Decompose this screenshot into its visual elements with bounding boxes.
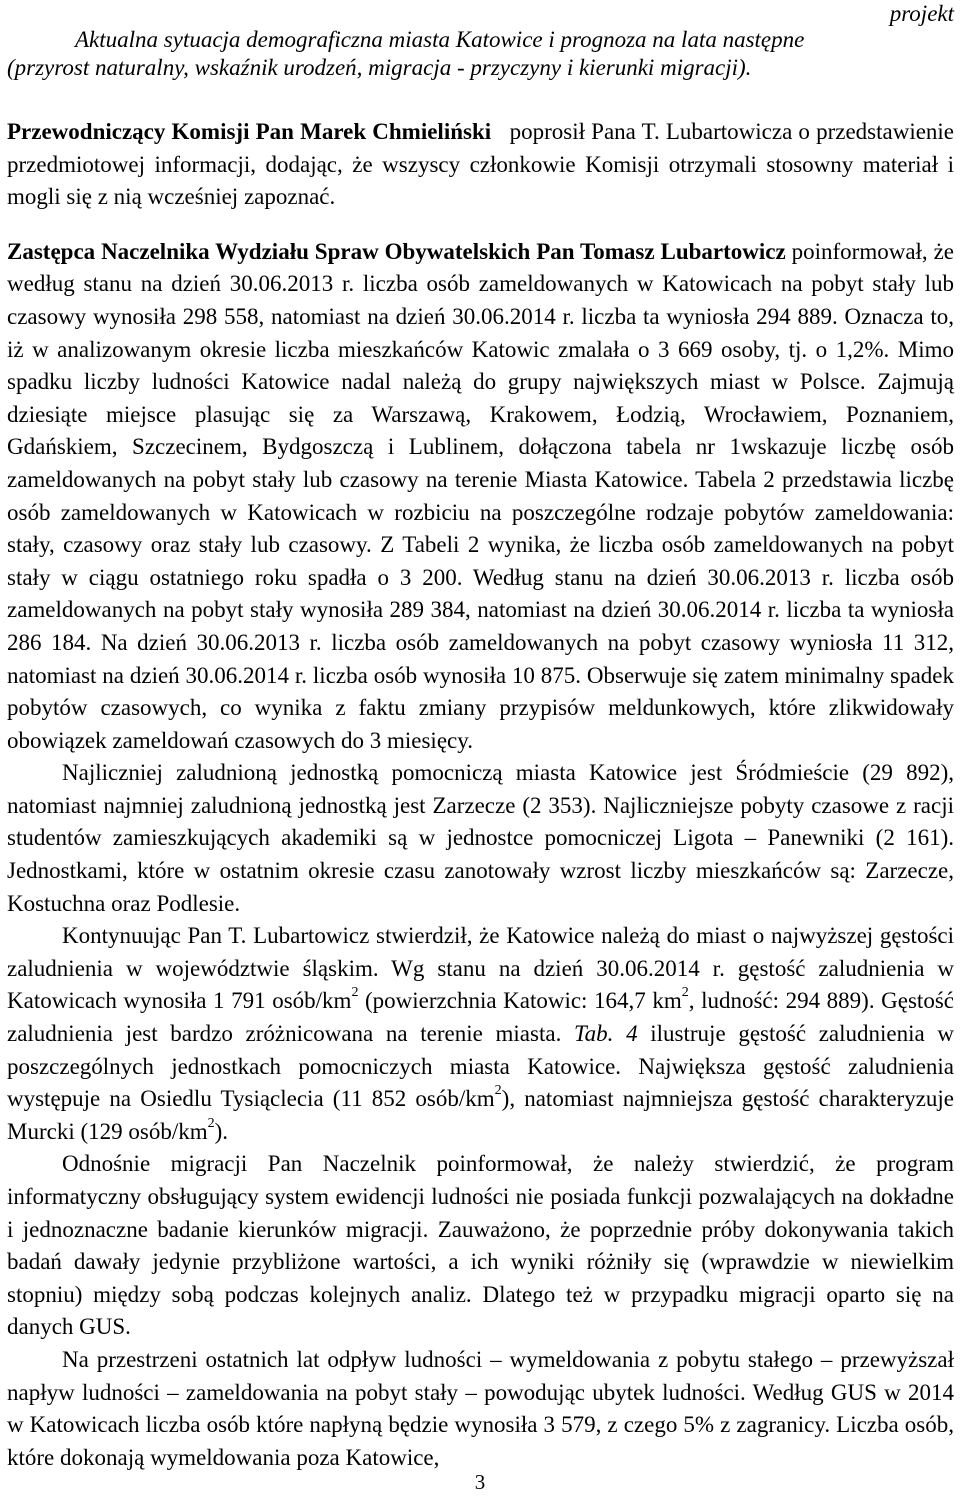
paragraph-deputy-text: poinformował, że według stanu na dzień 30.06.2013 r. liczba osób zameldowanych w Katowicach na pobyt stały lub czasowy wynosiła 298 558, natomiast na dzień 30.06.2014 r. liczba ta wyniosła 294 889. Oznacza to, iż w analizowanym okresie liczba mieszkańców Katowic zmalała o 3 669 osoby, tj. o 1,2%. Mimo spadku liczby ludności Katowice nadal należą do grupy największych miast w Polsce. Zajmują dziesiąte miejsce plasując się za Warszawą, Krakowem, Łodzią, Wrocławiem, Poznaniem, Gdańskiem, Szczecinem, Bydgoszczą i Lublinem, dołączona tabela nr 1wskazuje liczbę osób zameldowanych na pobyt stały lub czasowy na terenie Miasta Katowice. Tabela 2 przedstawia liczbę osób zameldowanych w Katowicach w rozbiciu na poszczególne rodzaje pobytów zameldowania: stały, czasowy oraz stały lub czasowy. Z Tabeli 2 wynika, że liczba osób zameldowanych na pobyt stały w ciągu ostatniego roku spadła o 3 200. Według stanu na dzień 30.06.2013 r. liczba osób zameldowanych na pobyt stały wynosiła 289 384, natomiast na dzień 30.06.2014 r. liczba ta wyniosła 286 184. Na dzień 30.06.2013 r. liczba osób zameldowanych na pobyt czasowy wyniosła 11 312, natomiast na dzień 30.06.2014 r. liczba osób wynosiła 10 875. Obserwuje się zatem minimalny spadek pobytów czasowych, co wynika z faktu zmiany przypisów meldunkowych, które zlikwidowały obowiązek zameldowań czasowych do 3 miesięcy. xyxy=(7,238,955,753)
table-reference: Tab. 4 xyxy=(574,1021,638,1047)
density-text-e: ), natomiast najmniejsza gęstość charakteryzuje Murcki (129 osób/km xyxy=(7,1086,954,1144)
topic-line-2: (przyrost naturalny, wskaźnik urodzeń, migracja - przyczyny i kierunki migracji). xyxy=(7,55,752,80)
paragraph-deputy xyxy=(7,236,954,758)
superscript: 2 xyxy=(494,1083,502,1099)
paragraph-chairman xyxy=(7,116,954,214)
density-text-b: (powierzchnia Katowic: 164,7 km xyxy=(358,988,682,1014)
topic-line-1: Aktualna sytuacja demograficzna miasta Katowice i prognoza na lata następne xyxy=(75,27,805,52)
draft-note: projekt xyxy=(889,1,954,26)
chairman-name: Przewodniczący Komisji Pan Marek Chmieliński xyxy=(7,119,492,144)
paragraph-outflow: Na przestrzeni ostatnich lat odpływ ludności – wymeldowania z pobytu stałego – przewyższał napływ ludności – zameldowania na pobyt stały – powodując ubytek ludności. Według GUS w 2014 w Katowicach liczba osób które napłyną będzie wynosiła 3 579, z czego 5% z zagranicy. Liczba osób, które dokonają wymeldowania poza Katowice, xyxy=(7,1346,954,1470)
superscript: 2 xyxy=(207,1115,215,1131)
superscript: 2 xyxy=(351,985,359,1001)
density-text-c: , ludność: 294 889). Gęstość zaludnienia jest bardzo zróżnicowana na terenie miasta. xyxy=(7,988,954,1047)
paragraph-chairman-text: poprosił Pana T. Lubartowicza o przedstawienie przedmiotowej informacji, dodając, że wszyscy członkowie Komisji otrzymali stosowny materiał i mogli się z nią wcześniej zapoznać. xyxy=(7,119,955,210)
density-text-d: ilustruje gęstość zaludnienia w poszczególnych jednostkach pomocniczych miasta Katowice. Największa gęstość zaludnienia występuje na Osiedlu Tysiąclecia (11 852 osób/km xyxy=(7,1021,954,1112)
paragraph-migration: Odnośnie migracji Pan Naczelnik poinformował, że należy stwierdzić, że program informatyczny obsługujący system ewidencji ludności nie posiada funkcji pozwalających na dokładne i jednoznaczne badanie kierunków migracji. Zauważono, że poprzednie próby dokonywania takich badań dawały jedynie przybliżone wartości, a ich wyniki różniły się (wprawdzie w niewielkim stopniu) między sobą podczas kolejnych analiz. Dlatego też w przypadku migracji oparto się na danych GUS. xyxy=(7,1151,954,1340)
paragraph-density xyxy=(7,920,954,1148)
page-number: 3 xyxy=(474,1470,486,1494)
agenda-topic xyxy=(7,26,954,82)
density-text-f: ). xyxy=(214,1118,229,1144)
paragraph-districts: Najliczniej zaludnioną jednostką pomocniczą miasta Katowice jest Śródmieście (29 892), natomiast najmniej zaludnioną jednostką jest Zarzecze (2 353). Najliczniejsze pobyty czasowe z racji studentów zamieszkujących akademiki są w jednostce pomocniczej Ligota – Panewniki (2 161). Jednostkami, które w ostatnim okresie czasu zanotowały wzrost liczby mieszkańców są: Zarzecze, Kostuchna oraz Podlesie. xyxy=(7,760,954,916)
density-text-a: Kontynuując Pan T. Lubartowicz stwierdził, że Katowice należą do miast o najwyższej gęstości zaludnienia w województwie śląskim. Wg stanu na dzień 30.06.2014 r. gęstość zaludnienia w Katowicach wynosiła 1 791 osób/km xyxy=(7,923,954,1014)
superscript: 2 xyxy=(681,985,689,1001)
deputy-name: Zastępca Naczelnika Wydziału Spraw Obywatelskich Pan Tomasz Lubartowicz xyxy=(7,238,786,264)
